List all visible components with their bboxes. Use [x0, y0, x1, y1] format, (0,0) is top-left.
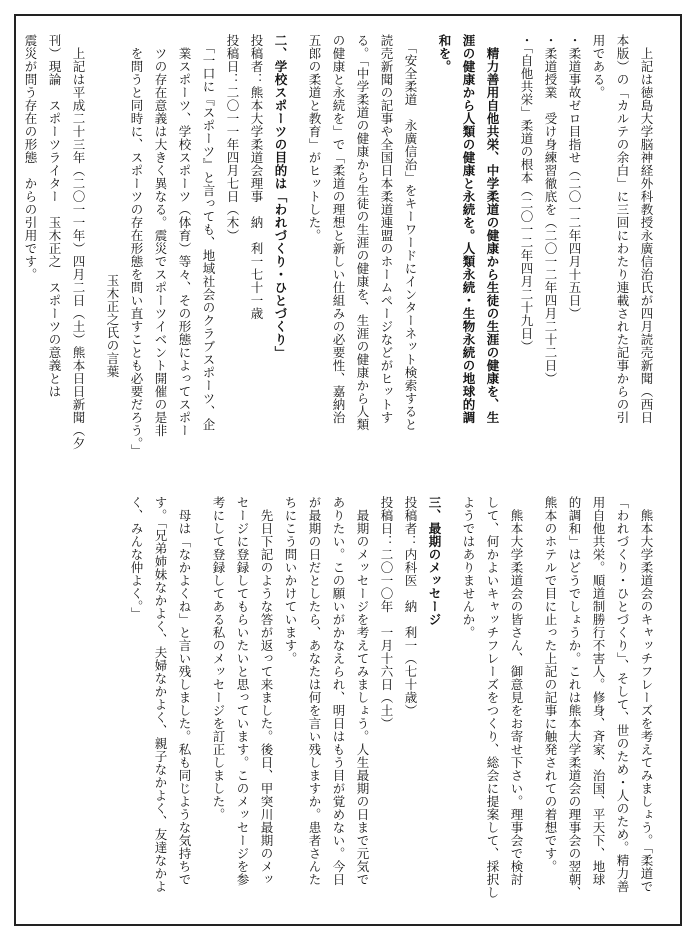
body-line: 読売新聞の記事や全国日本柔道連盟のホームページなどがヒットす	[379, 34, 394, 424]
post-date-line: 投稿日：二〇一一年四月七日（木）	[225, 34, 240, 242]
body-line: 用自他共栄。順道制勝行不害人。修身、斉家、治国、平天下、地球	[591, 496, 606, 886]
quote-attribution: 玉木正之氏の言葉	[105, 274, 120, 378]
contributor-line: 投稿者：内科医 納 利一（七十歳）	[403, 496, 418, 717]
section-heading: 三、最期のメッセージ	[427, 496, 442, 626]
body-line: る。「中学柔道の健康から生徒の生涯の健康を、生涯の健康から人類	[355, 34, 370, 431]
section-heading: 二、学校スポーツの目的は「われづくり・ひとづくり」	[273, 34, 288, 359]
body-line: して、何かよいキャッチフレーズをつくり、総会に提案して、採択し	[485, 496, 500, 899]
body-line: 用である。	[591, 34, 606, 99]
article-list-item: ・柔道事故ゼロ目指せ（二〇一二年四月十五日）	[567, 34, 582, 320]
body-line: セージに登録してもらいたいと思っています。このメッセージを参	[235, 496, 250, 886]
post-date-line: 投稿日：二〇一〇年 一月十六日（土）	[379, 496, 394, 730]
body-line: 熊本のホテルで目に止った上記の記事に触発されての着想です。	[543, 496, 558, 873]
body-line: 「われづくり・ひとづくり」、そして、世のため・人のため。精力善	[615, 496, 630, 893]
body-line: 熊本大学柔道会の皆さん、御意見をお寄せ下さい。理事会で検討	[509, 496, 524, 886]
contributor-line: 投稿者：熊本大学柔道会理事 納 利一七十一歳	[249, 34, 264, 320]
body-line: 的調和」はどうでしょうか。これは熊本大学柔道会の理事会の翌朝、	[567, 496, 582, 899]
body-line: ようではありませんか。	[461, 496, 476, 639]
body-line: 上記は平成二十三年（二〇一一年）四月二日（土）熊本日日新聞（夕	[71, 34, 86, 450]
body-line: 五郎の柔道と教育」がヒットした。	[307, 34, 322, 242]
lower-text-block	[38, 496, 658, 906]
body-line: 刊）現論 スポーツライター 玉木正之 スポーツの意義とは	[47, 34, 62, 398]
body-line: ちにこう問いかけています。	[283, 496, 298, 665]
body-line: 熊本大学柔道会のキャッチフレーズを考えてみましょう。「柔道で	[639, 496, 654, 893]
body-line: く、みんな仲よく。」	[129, 496, 144, 620]
slogan-line: 涯の健康から人類の健康と永続を。人類永続・生物永続の地球的調	[461, 34, 476, 424]
quote-line: 「一口に『スポーツ』と言っても、地域社会のクラブスポーツ、企	[201, 34, 216, 431]
body-line: 上記は徳島大学脳神経外科教授永廣信治氏が四月読売新聞（西日	[639, 34, 654, 424]
document-page	[14, 14, 682, 926]
body-line: す。「兄弟姉妹なかよく、夫婦なかよく、親子なかよく、友達なかよ	[153, 496, 168, 893]
body-line: が最期の日だとしたら、あなたは何を言い残しますか。患者さんた	[307, 496, 322, 886]
article-list-item: ・柔道授業 受け身練習徹底を（二〇一二年四月二十二日）	[543, 34, 558, 385]
quote-line: を問うと同時に、スポーツの存在形態を問い直すことも必要だろう。」	[129, 46, 144, 457]
body-line: 「安全柔道 永廣信治」をキーワードにインターネット検索すると	[403, 34, 418, 431]
body-line: 先日下記のような答が返って来ました。後日、甲突川最期のメッ	[259, 496, 274, 886]
body-line: 考にして登録してある私のメッセージを訂正しました。	[211, 496, 226, 821]
body-line: ありたい。この願いがかなえられ、明日はもう目が覚めない。今日	[331, 496, 346, 886]
body-line: 母は「なかよくね」と言い残しました。私も同じような気持ちで	[177, 496, 192, 886]
body-line: 震災が問う存在の形態 からの引用です。	[23, 34, 38, 281]
upper-text-block	[23, 34, 658, 457]
body-line: の健康と永続を」で「柔道の理想と新しい仕組みの必要性、嘉納治	[331, 34, 346, 424]
body-line: 本版）の「カルテの余白」に三回にわたり連載された記事からの引	[615, 34, 630, 424]
quote-line: ツの存在意義は大きく異なる。震災でスポーツイベント開催の是非	[153, 46, 168, 437]
slogan-line: 和を。	[437, 34, 452, 73]
article-list-item: ・「自他共栄」柔道の根本（二〇一二年四月二十九日）	[519, 34, 534, 353]
quote-line: 業スポーツ、学校スポーツ（体育）等々、その形態によってスポー	[177, 46, 192, 437]
body-line: 最期のメッセージを考えてみましょう。人生最期の日まで元気で	[355, 496, 370, 886]
slogan-line: 精力善用自他共栄、中学柔道の健康から生徒の生涯の健康を、生	[485, 34, 500, 424]
